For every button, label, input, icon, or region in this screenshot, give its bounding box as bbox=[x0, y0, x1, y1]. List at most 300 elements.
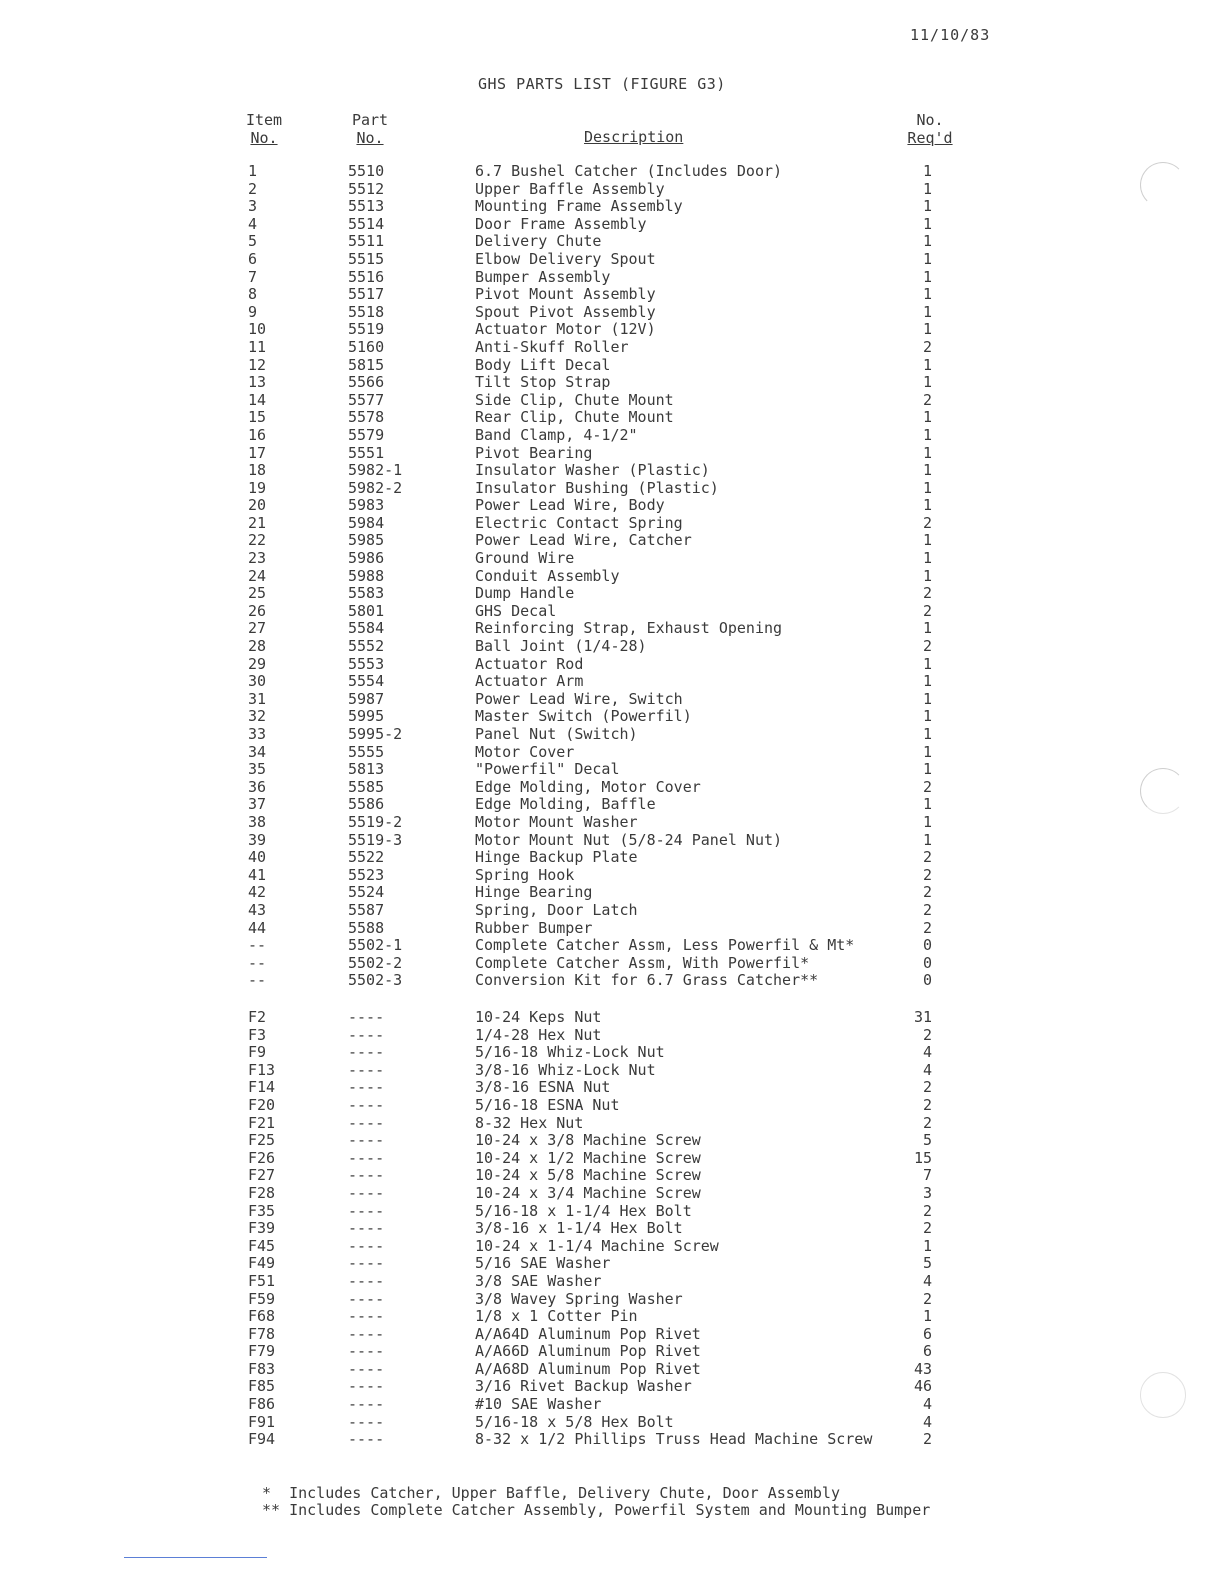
description: 10-24 x 3/8 Machine Screw bbox=[475, 1131, 701, 1150]
footnote-double-star: ** Includes Complete Catcher Assembly, Powerfil System and Mounting Bumper bbox=[262, 1501, 931, 1519]
description: Mounting Frame Assembly bbox=[475, 197, 683, 216]
part-row bbox=[0, 550, 1224, 568]
part-no: ---- bbox=[348, 1271, 385, 1290]
part-no: 5815 bbox=[348, 355, 385, 374]
description: Spring, Door Latch bbox=[475, 900, 638, 919]
part-no: ---- bbox=[348, 1131, 385, 1150]
description: Panel Nut (Switch) bbox=[475, 725, 638, 743]
description: 5/16-18 x 1-1/4 Hex Bolt bbox=[475, 1201, 692, 1220]
qty-required: 4 bbox=[922, 1043, 932, 1062]
part-no: 5519-3 bbox=[348, 830, 403, 849]
qty-required: 0 bbox=[922, 953, 932, 972]
qty-required: 2 bbox=[922, 584, 932, 603]
part-row bbox=[0, 532, 1224, 550]
description: A/A66D Aluminum Pop Rivet bbox=[475, 1342, 701, 1361]
description: GHS Decal bbox=[475, 601, 557, 620]
page-title: GHS PARTS LIST (FIGURE G3) bbox=[478, 75, 726, 93]
qty-required: 1 bbox=[922, 672, 932, 691]
part-no: 5579 bbox=[348, 425, 385, 444]
item-no: F51 bbox=[248, 1271, 276, 1290]
part-no: 5514 bbox=[348, 214, 385, 233]
part-no: ---- bbox=[348, 1060, 385, 1079]
item-no: F94 bbox=[248, 1430, 276, 1449]
part-no: ---- bbox=[348, 1113, 385, 1132]
qty-required: 2 bbox=[922, 1219, 932, 1238]
qty-required: 46 bbox=[913, 1377, 932, 1396]
part-no: 5555 bbox=[348, 742, 385, 761]
fastener-row bbox=[0, 1115, 1224, 1133]
description: Spring Hook bbox=[475, 865, 575, 884]
part-no: ---- bbox=[348, 1183, 385, 1202]
qty-required: 2 bbox=[922, 337, 932, 356]
part-no: ---- bbox=[348, 1095, 385, 1114]
part-no: 5551 bbox=[348, 443, 385, 462]
description: Pivot Bearing bbox=[475, 443, 593, 462]
description: Spout Pivot Assembly bbox=[475, 302, 656, 321]
item-no: 23 bbox=[248, 549, 267, 568]
item-no: F2 bbox=[248, 1008, 267, 1026]
part-row bbox=[0, 937, 1224, 955]
part-no: 5513 bbox=[348, 197, 385, 216]
part-row bbox=[0, 585, 1224, 603]
qty-required: 0 bbox=[922, 971, 932, 990]
item-no: F28 bbox=[248, 1183, 276, 1202]
part-no: 5982-1 bbox=[348, 461, 403, 480]
description: Master Switch (Powerfil) bbox=[475, 707, 692, 726]
part-row bbox=[0, 920, 1224, 938]
description: 10-24 x 3/4 Machine Screw bbox=[475, 1183, 701, 1202]
qty-required: 5 bbox=[922, 1254, 932, 1273]
item-no: 25 bbox=[248, 584, 267, 603]
item-no: 2 bbox=[248, 179, 258, 198]
qty-required: 1 bbox=[922, 566, 932, 585]
part-row bbox=[0, 691, 1224, 709]
qty-required: 1 bbox=[922, 531, 932, 550]
item-no: F45 bbox=[248, 1236, 276, 1255]
part-no: 5584 bbox=[348, 619, 385, 638]
part-no: 5988 bbox=[348, 566, 385, 585]
item-no: 38 bbox=[248, 812, 267, 831]
item-no: -- bbox=[248, 936, 267, 955]
part-row bbox=[0, 163, 1224, 181]
qty-required: 2 bbox=[922, 1078, 932, 1097]
description: 1/4-28 Hex Nut bbox=[475, 1025, 602, 1044]
qty-required: 1 bbox=[922, 425, 932, 444]
part-no: 5995 bbox=[348, 707, 385, 726]
qty-required: 1 bbox=[922, 302, 932, 321]
part-row bbox=[0, 620, 1224, 638]
description: Hinge Bearing bbox=[475, 883, 593, 902]
header-item-line1: Item bbox=[245, 111, 283, 129]
description: Door Frame Assembly bbox=[475, 214, 647, 233]
item-no: F85 bbox=[248, 1377, 276, 1396]
description: 3/8-16 x 1-1/4 Hex Bolt bbox=[475, 1219, 683, 1238]
description: 3/8-16 ESNA Nut bbox=[475, 1078, 611, 1097]
qty-required: 1 bbox=[922, 355, 932, 374]
part-row bbox=[0, 251, 1224, 269]
description: Actuator Rod bbox=[475, 654, 584, 673]
part-row bbox=[0, 304, 1224, 322]
part-no: ---- bbox=[348, 1236, 385, 1255]
item-no: 27 bbox=[248, 619, 267, 638]
qty-required: 4 bbox=[922, 1412, 932, 1431]
item-no: 29 bbox=[248, 654, 267, 673]
item-no: F83 bbox=[248, 1359, 276, 1378]
description: 10-24 x 5/8 Machine Screw bbox=[475, 1166, 701, 1185]
qty-required: 1 bbox=[922, 549, 932, 568]
binder-hole-middle bbox=[1140, 768, 1186, 814]
fastener-row bbox=[0, 1027, 1224, 1045]
qty-required: 2 bbox=[922, 601, 932, 620]
part-no: 5985 bbox=[348, 531, 385, 550]
part-no: 5813 bbox=[348, 760, 385, 779]
description: Pivot Mount Assembly bbox=[475, 285, 656, 304]
item-no: 21 bbox=[248, 513, 267, 532]
fastener-row bbox=[0, 1062, 1224, 1080]
qty-required: 1 bbox=[922, 249, 932, 268]
part-no: ---- bbox=[348, 1430, 385, 1449]
part-no: 5566 bbox=[348, 373, 385, 392]
header-description bbox=[584, 128, 683, 146]
description: Elbow Delivery Spout bbox=[475, 249, 656, 268]
part-no: ---- bbox=[348, 1219, 385, 1238]
qty-required: 1 bbox=[922, 1307, 932, 1326]
description: Upper Baffle Assembly bbox=[475, 179, 665, 198]
fastener-row bbox=[0, 1097, 1224, 1115]
fastener-row bbox=[0, 1361, 1224, 1379]
item-no: F78 bbox=[248, 1324, 276, 1343]
part-row bbox=[0, 392, 1224, 410]
item-no: 13 bbox=[248, 373, 267, 392]
description: 3/8 Wavey Spring Washer bbox=[475, 1289, 683, 1308]
part-no: 5987 bbox=[348, 689, 385, 708]
item-no: F35 bbox=[248, 1201, 276, 1220]
qty-required: 1 bbox=[922, 725, 932, 743]
part-no: 5517 bbox=[348, 285, 385, 304]
qty-required: 1 bbox=[922, 812, 932, 831]
part-no: ---- bbox=[348, 1166, 385, 1185]
fastener-row bbox=[0, 1203, 1224, 1221]
qty-required: 1 bbox=[922, 478, 932, 497]
part-no: ---- bbox=[348, 1148, 385, 1167]
part-no: 5502-3 bbox=[348, 971, 403, 990]
part-row bbox=[0, 233, 1224, 251]
binder-hole-top bbox=[1140, 162, 1186, 208]
description: Power Lead Wire, Catcher bbox=[475, 531, 692, 550]
qty-required: 2 bbox=[922, 900, 932, 919]
item-no: 35 bbox=[248, 760, 267, 779]
part-no: ---- bbox=[348, 1289, 385, 1308]
part-row bbox=[0, 955, 1224, 973]
fastener-row bbox=[0, 1079, 1224, 1097]
part-row bbox=[0, 902, 1224, 920]
item-no: 33 bbox=[248, 725, 267, 743]
header-item-line2: No. bbox=[250, 129, 278, 147]
description: 5/16-18 Whiz-Lock Nut bbox=[475, 1043, 665, 1062]
part-row bbox=[0, 884, 1224, 902]
item-no: 18 bbox=[248, 461, 267, 480]
part-no: 5577 bbox=[348, 390, 385, 409]
header-item-no bbox=[236, 111, 292, 147]
part-no: 5578 bbox=[348, 408, 385, 427]
description: Dump Handle bbox=[475, 584, 575, 603]
item-no: -- bbox=[248, 953, 267, 972]
item-no: 41 bbox=[248, 865, 267, 884]
qty-required: 4 bbox=[922, 1060, 932, 1079]
part-row bbox=[0, 515, 1224, 533]
part-row bbox=[0, 198, 1224, 216]
part-row bbox=[0, 321, 1224, 339]
item-no: F68 bbox=[248, 1307, 276, 1326]
item-no: 7 bbox=[248, 267, 258, 286]
header-req-line2: Req'd bbox=[907, 129, 953, 147]
description: Actuator Motor (12V) bbox=[475, 320, 656, 339]
item-no: 15 bbox=[248, 408, 267, 427]
part-row bbox=[0, 480, 1224, 498]
qty-required: 1 bbox=[922, 654, 932, 673]
qty-required: 2 bbox=[922, 883, 932, 902]
part-no: 5583 bbox=[348, 584, 385, 603]
part-no: 5983 bbox=[348, 496, 385, 515]
item-no: F20 bbox=[248, 1095, 276, 1114]
description: 3/16 Rivet Backup Washer bbox=[475, 1377, 692, 1396]
page-date: 11/10/83 bbox=[910, 26, 991, 44]
part-row bbox=[0, 409, 1224, 427]
part-no: 5511 bbox=[348, 232, 385, 251]
part-no: 5519-2 bbox=[348, 812, 403, 831]
description: Anti-Skuff Roller bbox=[475, 337, 629, 356]
part-no: 5519 bbox=[348, 320, 385, 339]
fastener-row bbox=[0, 1220, 1224, 1238]
qty-required: 3 bbox=[922, 1183, 932, 1202]
qty-required: 4 bbox=[922, 1271, 932, 1290]
item-no: 28 bbox=[248, 637, 267, 656]
binder-hole-bottom bbox=[1140, 1372, 1186, 1418]
description: Motor Mount Washer bbox=[475, 812, 638, 831]
part-no: 5515 bbox=[348, 249, 385, 268]
part-no: ---- bbox=[348, 1025, 385, 1044]
item-no: 31 bbox=[248, 689, 267, 708]
header-part-line1: Part bbox=[351, 111, 389, 129]
qty-required: 1 bbox=[922, 197, 932, 216]
description: Conduit Assembly bbox=[475, 566, 620, 585]
part-row bbox=[0, 832, 1224, 850]
item-no: 30 bbox=[248, 672, 267, 691]
item-no: 34 bbox=[248, 742, 267, 761]
fasteners-list bbox=[0, 1009, 1224, 1449]
description: Complete Catcher Assm, With Powerfil* bbox=[475, 953, 810, 972]
part-no: 5502-2 bbox=[348, 953, 403, 972]
item-no: 16 bbox=[248, 425, 267, 444]
part-no: 5523 bbox=[348, 865, 385, 884]
description: Ground Wire bbox=[475, 549, 575, 568]
item-no: F3 bbox=[248, 1025, 267, 1044]
fastener-row bbox=[0, 1326, 1224, 1344]
fastener-row bbox=[0, 1185, 1224, 1203]
qty-required: 2 bbox=[922, 1113, 932, 1132]
part-row bbox=[0, 181, 1224, 199]
part-no: 5524 bbox=[348, 883, 385, 902]
qty-required: 2 bbox=[922, 637, 932, 656]
qty-required: 1 bbox=[922, 320, 932, 339]
part-no: 5522 bbox=[348, 848, 385, 867]
description: Edge Molding, Baffle bbox=[475, 795, 656, 814]
part-row bbox=[0, 462, 1224, 480]
description: Edge Molding, Motor Cover bbox=[475, 777, 701, 796]
description: Delivery Chute bbox=[475, 232, 602, 251]
qty-required: 2 bbox=[922, 777, 932, 796]
fastener-row bbox=[0, 1396, 1224, 1414]
part-no: 5986 bbox=[348, 549, 385, 568]
item-no: F49 bbox=[248, 1254, 276, 1273]
part-no: ---- bbox=[348, 1078, 385, 1097]
qty-required: 1 bbox=[922, 1236, 932, 1255]
part-no: ---- bbox=[348, 1201, 385, 1220]
part-no: 5516 bbox=[348, 267, 385, 286]
description: 5/16 SAE Washer bbox=[475, 1254, 611, 1273]
item-no: 20 bbox=[248, 496, 267, 515]
part-no: ---- bbox=[348, 1377, 385, 1396]
description: Actuator Arm bbox=[475, 672, 584, 691]
item-no: F9 bbox=[248, 1043, 267, 1062]
part-no: 5982-2 bbox=[348, 478, 403, 497]
item-no: F13 bbox=[248, 1060, 276, 1079]
qty-required: 1 bbox=[922, 461, 932, 480]
qty-required: 2 bbox=[922, 918, 932, 937]
qty-required: 1 bbox=[922, 162, 932, 180]
header-qty-required bbox=[904, 111, 956, 147]
fastener-row bbox=[0, 1273, 1224, 1291]
item-no: 42 bbox=[248, 883, 267, 902]
qty-required: 7 bbox=[922, 1166, 932, 1185]
description: 10-24 Keps Nut bbox=[475, 1008, 602, 1026]
part-no: ---- bbox=[348, 1342, 385, 1361]
item-no: 12 bbox=[248, 355, 267, 374]
description: #10 SAE Washer bbox=[475, 1395, 602, 1414]
description: Motor Cover bbox=[475, 742, 575, 761]
description: Power Lead Wire, Body bbox=[475, 496, 665, 515]
item-no: F14 bbox=[248, 1078, 276, 1097]
item-no: 6 bbox=[248, 249, 258, 268]
qty-required: 1 bbox=[922, 760, 932, 779]
part-no: 5553 bbox=[348, 654, 385, 673]
fastener-row bbox=[0, 1343, 1224, 1361]
header-req-line1: No. bbox=[916, 111, 944, 129]
description: 10-24 x 1-1/4 Machine Screw bbox=[475, 1236, 719, 1255]
description: Body Lift Decal bbox=[475, 355, 611, 374]
qty-required: 15 bbox=[913, 1148, 932, 1167]
part-row bbox=[0, 638, 1224, 656]
item-no: 9 bbox=[248, 302, 258, 321]
description: 6.7 Bushel Catcher (Includes Door) bbox=[475, 162, 783, 180]
part-no: ---- bbox=[348, 1324, 385, 1343]
part-row bbox=[0, 849, 1224, 867]
item-no: 32 bbox=[248, 707, 267, 726]
qty-required: 43 bbox=[913, 1359, 932, 1378]
part-row bbox=[0, 427, 1224, 445]
description: Hinge Backup Plate bbox=[475, 848, 638, 867]
scan-mark-line bbox=[124, 1557, 267, 1558]
qty-required: 2 bbox=[922, 1430, 932, 1449]
header-part-line2: No. bbox=[356, 129, 384, 147]
description: Tilt Stop Strap bbox=[475, 373, 611, 392]
item-no: 5 bbox=[248, 232, 258, 251]
part-row bbox=[0, 374, 1224, 392]
qty-required: 2 bbox=[922, 513, 932, 532]
part-row bbox=[0, 761, 1224, 779]
qty-required: 1 bbox=[922, 267, 932, 286]
description: 5/16-18 ESNA Nut bbox=[475, 1095, 620, 1114]
item-no: 26 bbox=[248, 601, 267, 620]
fastener-row bbox=[0, 1255, 1224, 1273]
item-no: F39 bbox=[248, 1219, 276, 1238]
description: Rubber Bumper bbox=[475, 918, 593, 937]
fastener-row bbox=[0, 1132, 1224, 1150]
qty-required: 1 bbox=[922, 742, 932, 761]
description: Power Lead Wire, Switch bbox=[475, 689, 683, 708]
item-no: 44 bbox=[248, 918, 267, 937]
item-no: F91 bbox=[248, 1412, 276, 1431]
item-no: 19 bbox=[248, 478, 267, 497]
item-no: F27 bbox=[248, 1166, 276, 1185]
item-no: -- bbox=[248, 971, 267, 990]
item-no: 11 bbox=[248, 337, 267, 356]
qty-required: 2 bbox=[922, 1289, 932, 1308]
qty-required: 2 bbox=[922, 1095, 932, 1114]
qty-required: 6 bbox=[922, 1342, 932, 1361]
item-no: 3 bbox=[248, 197, 258, 216]
part-row bbox=[0, 269, 1224, 287]
qty-required: 1 bbox=[922, 707, 932, 726]
item-no: 43 bbox=[248, 900, 267, 919]
part-no: ---- bbox=[348, 1412, 385, 1431]
description: Conversion Kit for 6.7 Grass Catcher** bbox=[475, 971, 819, 990]
fastener-row bbox=[0, 1308, 1224, 1326]
part-row bbox=[0, 744, 1224, 762]
item-no: 14 bbox=[248, 390, 267, 409]
description: Side Clip, Chute Mount bbox=[475, 390, 674, 409]
part-row bbox=[0, 286, 1224, 304]
fastener-row bbox=[0, 1009, 1224, 1027]
part-no: ---- bbox=[348, 1008, 385, 1026]
part-row bbox=[0, 445, 1224, 463]
part-no: ---- bbox=[348, 1395, 385, 1414]
description: Ball Joint (1/4-28) bbox=[475, 637, 647, 656]
part-no: 5587 bbox=[348, 900, 385, 919]
part-no: 5554 bbox=[348, 672, 385, 691]
part-no: 5510 bbox=[348, 162, 385, 180]
description: Rear Clip, Chute Mount bbox=[475, 408, 674, 427]
fastener-row bbox=[0, 1291, 1224, 1309]
item-no: F79 bbox=[248, 1342, 276, 1361]
description: Insulator Bushing (Plastic) bbox=[475, 478, 719, 497]
fastener-row bbox=[0, 1414, 1224, 1432]
description: 3/8 SAE Washer bbox=[475, 1271, 602, 1290]
part-row bbox=[0, 357, 1224, 375]
description: 5/16-18 x 5/8 Hex Bolt bbox=[475, 1412, 674, 1431]
part-row bbox=[0, 656, 1224, 674]
part-no: 5160 bbox=[348, 337, 385, 356]
part-row bbox=[0, 796, 1224, 814]
fastener-row bbox=[0, 1431, 1224, 1449]
part-row bbox=[0, 708, 1224, 726]
part-row bbox=[0, 568, 1224, 586]
item-no: 4 bbox=[248, 214, 258, 233]
qty-required: 1 bbox=[922, 619, 932, 638]
description: 3/8-16 Whiz-Lock Nut bbox=[475, 1060, 656, 1079]
fastener-row bbox=[0, 1378, 1224, 1396]
item-no: F59 bbox=[248, 1289, 276, 1308]
